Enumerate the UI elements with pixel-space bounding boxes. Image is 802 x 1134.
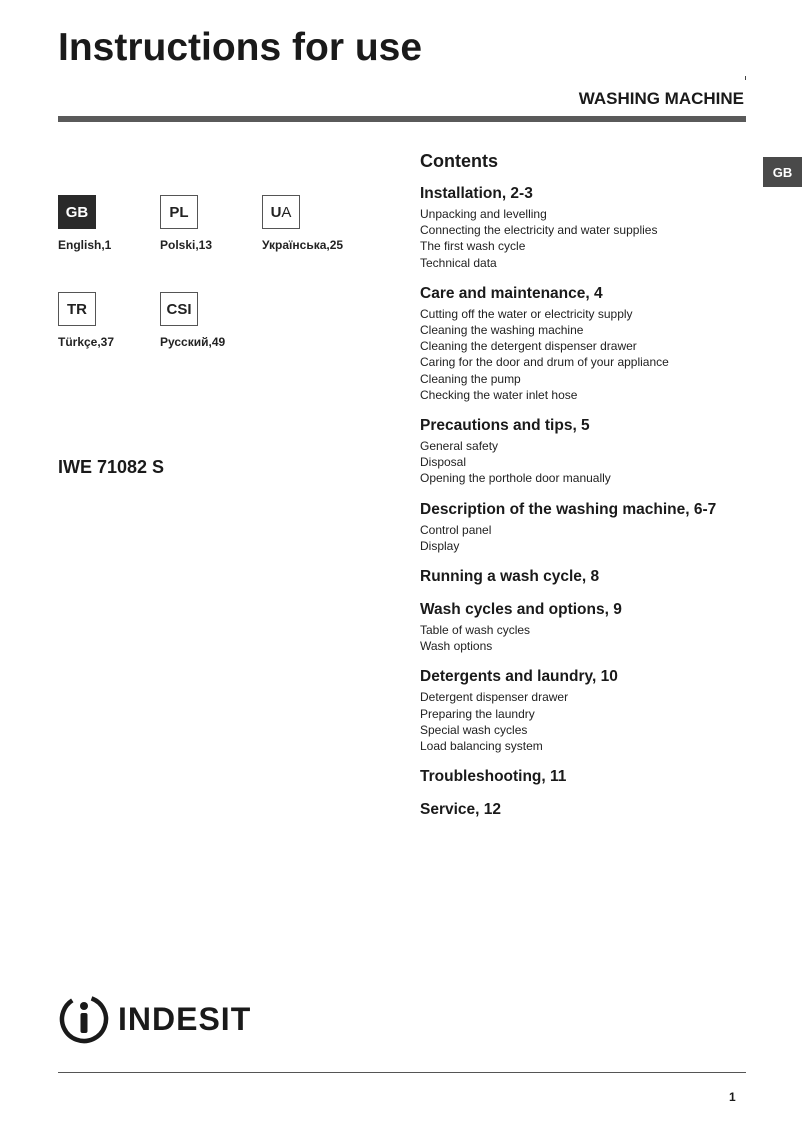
toc-section-heading[interactable]: Service, 12: [420, 801, 502, 819]
toc-section-heading[interactable]: Detergents and laundry, 10: [420, 668, 618, 686]
language-code-box[interactable]: CSI: [160, 292, 198, 326]
language-tr[interactable]: [58, 292, 114, 349]
language-label[interactable]: English,1: [58, 238, 112, 252]
toc-section-heading[interactable]: Troubleshooting, 11: [420, 768, 567, 786]
toc-item[interactable]: The first wash cycle: [420, 239, 526, 254]
language-csi[interactable]: [160, 292, 225, 349]
toc-item[interactable]: Wash options: [420, 639, 493, 654]
header-tick-mark: [745, 76, 746, 80]
toc-item[interactable]: Cutting off the water or electricity supply: [420, 306, 633, 321]
language-label[interactable]: Polski,13: [160, 238, 213, 252]
model-number: IWE 71082 S: [58, 457, 165, 477]
language-label[interactable]: Türkçe,37: [58, 335, 115, 349]
toc-section: [420, 500, 760, 554]
language-code-bold: U: [270, 203, 282, 221]
toc-item[interactable]: General safety: [420, 439, 499, 454]
toc-item[interactable]: Opening the porthole door manually: [420, 471, 611, 486]
footer-rule: [58, 1072, 746, 1073]
brand-logo: [58, 993, 251, 1045]
toc-item[interactable]: Control panel: [420, 522, 492, 537]
document-title: Instructions for use: [58, 26, 423, 69]
language-gb[interactable]: [58, 195, 111, 252]
language-code-light: A: [281, 203, 292, 221]
toc-item[interactable]: Detergent dispenser drawer: [420, 690, 569, 705]
contents-title: Contents: [420, 151, 498, 171]
brand-name: INDESIT: [118, 1000, 252, 1037]
toc-item[interactable]: Checking the water inlet hose: [420, 387, 578, 402]
toc-item[interactable]: Load balancing system: [420, 739, 543, 754]
document-subtitle: WASHING MACHINE: [578, 89, 744, 108]
language-code-box[interactable]: PL: [160, 195, 198, 229]
toc-item[interactable]: Table of wash cycles: [420, 623, 531, 638]
header-rule: [58, 116, 746, 122]
language-side-tab[interactable]: GB: [763, 157, 802, 187]
toc-section: [420, 284, 760, 403]
toc-section: [420, 600, 760, 654]
toc-section: [420, 567, 760, 587]
toc-section-heading[interactable]: Care and maintenance, 4: [420, 284, 603, 302]
toc-section-heading[interactable]: Precautions and tips, 5: [420, 417, 590, 435]
language-ua[interactable]: [262, 195, 343, 252]
toc-item[interactable]: Unpacking and levelling: [420, 207, 547, 221]
toc-section: [420, 184, 760, 271]
toc-item[interactable]: Special wash cycles: [420, 722, 528, 737]
language-code-box[interactable]: [262, 195, 300, 229]
language-pl[interactable]: [160, 195, 212, 252]
toc-item[interactable]: Preparing the laundry: [420, 706, 535, 721]
language-code-box[interactable]: GB: [58, 195, 96, 229]
toc-section: [420, 800, 760, 820]
indesit-logo-icon: [58, 993, 110, 1045]
toc-section-heading[interactable]: Wash cycles and options, 9: [420, 601, 622, 619]
toc-section: [420, 767, 760, 787]
language-label[interactable]: Русский,49: [160, 335, 226, 349]
toc-section-heading[interactable]: Installation, 2-3: [420, 185, 533, 202]
language-code-box[interactable]: TR: [58, 292, 96, 326]
toc-item[interactable]: Technical data: [420, 255, 497, 270]
toc-item[interactable]: Caring for the door and drum of your appliance: [420, 355, 669, 370]
language-label[interactable]: Українська,25: [262, 238, 344, 252]
toc-item[interactable]: Disposal: [420, 455, 467, 470]
toc-section-heading[interactable]: Running a wash cycle, 8: [420, 568, 600, 586]
page-number: 1: [729, 1090, 736, 1104]
toc-section: [420, 416, 760, 487]
toc-item[interactable]: Cleaning the detergent dispenser drawer: [420, 339, 637, 354]
toc-item[interactable]: Cleaning the pump: [420, 371, 521, 386]
table-of-contents: [420, 184, 760, 833]
toc-section-heading[interactable]: Description of the washing machine, 6-7: [420, 500, 717, 518]
toc-item[interactable]: Display: [420, 538, 460, 553]
toc-section: [420, 667, 760, 754]
toc-item[interactable]: Cleaning the washing machine: [420, 323, 584, 338]
toc-item[interactable]: Connecting the electricity and water supplies: [420, 223, 658, 238]
